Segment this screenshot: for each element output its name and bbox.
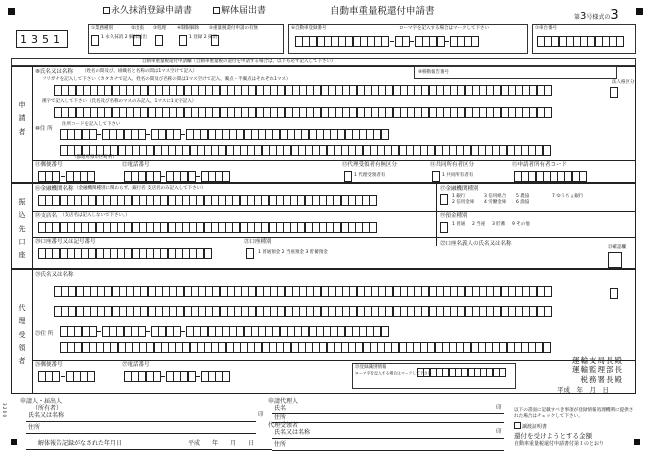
input-cell[interactable]: [87, 171, 95, 182]
input-cell[interactable]: [499, 368, 506, 377]
bank-type-opt: 1 銀行: [452, 194, 466, 199]
co-owner-label: ⑭共同所有者区分: [430, 162, 475, 168]
receiver-label: 代理受領者: [268, 422, 299, 429]
electronic-notice: 以下の書面に記載すべき事項が登録情報処理機関に提供された場合はチェックして下さい。: [514, 408, 634, 419]
applicant-sign-label: 申請人・届出人: [20, 398, 63, 405]
deposit-opt: 3 貯蓄: [492, 222, 506, 227]
restriction-input[interactable]: [179, 35, 187, 46]
agent-kanji-cells[interactable]: [54, 306, 551, 317]
banner-text: 自動車重量税還付申請欄（自動車重量税の還付を申請する場合は、以下も必ず記入して下さい）: [142, 59, 336, 64]
side-char: 者: [18, 357, 26, 366]
form-no-prefix: 第: [574, 14, 581, 21]
deposit-opt: 1 普通: [452, 222, 466, 227]
input-cell[interactable]: [369, 222, 377, 233]
agent-address-label: ㉕住 所: [35, 331, 54, 337]
hyphen-separator: [96, 129, 102, 140]
side-char: 代: [18, 304, 26, 312]
dismantling-date-label: 解体報告記録がなされた年月日: [38, 440, 123, 447]
bank-section: [11, 183, 636, 269]
corner-mark-br: [634, 439, 640, 445]
applicant-phone-label: ⑫電話番号: [122, 162, 150, 168]
hyphen-separator: [160, 371, 166, 382]
tax-refund-input[interactable]: [211, 35, 219, 46]
bank-type-opt: 6 漁協: [516, 200, 530, 205]
section-kinds: [88, 24, 284, 54]
input-cell[interactable]: [544, 107, 552, 118]
hyphen-separator: [389, 36, 395, 47]
corner-mark-bl: [11, 439, 17, 445]
agent-name-label: ㉔氏名又は名称: [35, 272, 74, 278]
form-title: 自動車重量税還付申請書: [330, 6, 435, 17]
side-char: 先: [18, 224, 26, 233]
hyphen-separator: [409, 36, 415, 47]
corner-mark-tl: [8, 8, 15, 15]
header-top: [0, 0, 650, 23]
refund-amount-note: 自動車重量税還付申請書付第１のとおり: [514, 441, 605, 447]
divider: [26, 449, 272, 450]
option-dismantling[interactable]: [213, 7, 266, 16]
applicant-name-hint: （姓名の間及び、組織名と名称の間は1マス空けて記入）: [82, 69, 198, 74]
business-type-label: ①業務種別: [91, 26, 114, 31]
input-cell[interactable]: [222, 171, 230, 182]
branch-label: ⑱支店名: [35, 213, 58, 219]
branch-cells[interactable]: [38, 222, 377, 233]
person-type-input[interactable]: [610, 87, 618, 98]
account-no-cells[interactable]: [38, 248, 211, 259]
chassis-no-label: ⑦車台番号: [535, 26, 558, 31]
account-type-label: ㉑口座種別: [244, 239, 272, 245]
addressee-block: [572, 356, 623, 384]
bank-name-cells[interactable]: [38, 195, 377, 206]
registration-hint: ローマ字を記入する場合はマークして下さい: [399, 26, 489, 31]
input-cell[interactable]: [544, 306, 552, 317]
process-label: ③処理: [153, 26, 167, 31]
checkbox-icon: [514, 422, 521, 429]
addressee-line: 運輸支局長殿: [572, 356, 623, 365]
refund-amount-label: 還付を受けようとする金額: [514, 432, 592, 440]
person-type-label: 法人格区分: [612, 80, 635, 85]
hyphen-separator: [444, 36, 450, 47]
hyphen-separator: [195, 371, 201, 382]
agent-address-text-cells[interactable]: [60, 342, 550, 353]
input-cell[interactable]: [381, 326, 389, 337]
form-no-mid: 号様式の: [586, 14, 611, 21]
side-char: 申: [18, 101, 26, 109]
applicant-sign-address: 住所: [28, 424, 41, 431]
side-char: 受: [18, 330, 26, 339]
form-code: 1351: [20, 33, 64, 46]
side-char: 口: [18, 237, 26, 246]
registration-no-cells[interactable]: [295, 36, 479, 47]
dismantling-date-value: 平成 年 月 日: [188, 440, 255, 447]
agent-side-label: [18, 302, 26, 368]
hyphen-separator: [180, 326, 186, 337]
co-owner-input[interactable]: [432, 171, 440, 182]
receiver-address: 住所: [274, 441, 287, 448]
input-cell[interactable]: [579, 171, 587, 182]
applicant-address-label: ⑩住 所: [35, 126, 53, 132]
hyphen-separator: [60, 171, 66, 182]
option-label: 解体届出書: [221, 6, 267, 16]
input-cell[interactable]: [204, 248, 212, 259]
divider: [26, 433, 256, 434]
input-cell[interactable]: [616, 36, 624, 47]
deposit-opt: 2 当座: [472, 222, 486, 227]
account-type-input[interactable]: [246, 248, 254, 259]
hyphen-separator: [195, 171, 201, 182]
form-number: [574, 9, 619, 22]
account-no-label: ⑳口座番号又は記号番号: [35, 239, 96, 245]
confirm-label: ㉓確認欄: [608, 245, 626, 250]
side-code: 3 2 0 0: [2, 403, 7, 417]
side-char: 請: [18, 114, 26, 123]
divider: [26, 421, 256, 422]
side-char: 理: [18, 317, 26, 326]
account-holder-label: ㉒口座名義人の氏名又は名称: [440, 241, 512, 247]
field-trip-label: ②出張: [131, 26, 145, 31]
agent-section: [11, 269, 636, 394]
applicant-address-code-cells[interactable]: [60, 129, 388, 140]
applicant-sign-name: 氏名又は名称: [28, 412, 65, 419]
agent-presence-label: ⑬代理受領者有無区分: [342, 162, 398, 168]
side-char: 込: [18, 211, 26, 220]
account-type-opts: 1 普通預金 2 当座預金 3 貯蓄預金: [258, 250, 328, 255]
movement-report-box: [414, 66, 617, 79]
side-char: 領: [18, 343, 26, 352]
input-cell[interactable]: [369, 195, 377, 206]
applicant-owner-label: （所有者）: [32, 405, 63, 412]
deposit-opt: 9 その他: [512, 222, 530, 227]
bank-type-opt: 5 農協: [516, 194, 530, 199]
seal-mark: 印: [496, 429, 502, 435]
checkbox-icon: [213, 7, 220, 14]
agent-presence-input[interactable]: [344, 171, 352, 182]
input-cell[interactable]: [544, 85, 552, 96]
option-permanent-deregistration[interactable]: [103, 7, 192, 16]
agent-postal-cells[interactable]: [38, 371, 94, 382]
hyphen-separator: [160, 171, 166, 182]
applicant-phone-cells[interactable]: [124, 171, 230, 182]
footer: [0, 395, 650, 459]
side-char: 振: [18, 198, 26, 206]
applicant-addr-hint: 住所コードを記入して下さい: [62, 122, 121, 127]
registration-no-label: ⑥自動車登録番号: [291, 26, 327, 31]
agent-sign-address: 住所: [274, 414, 287, 421]
divider: [272, 450, 504, 451]
divider: [272, 422, 504, 423]
business-type-input[interactable]: [91, 35, 99, 46]
co-owner-opt: 1 共同所有者有: [442, 173, 474, 178]
divider: [272, 438, 504, 439]
movement-report-label: ⑨移動報告番号: [418, 70, 450, 75]
transfer-cert-check[interactable]: [514, 422, 547, 430]
applicant-kana-cells[interactable]: [54, 85, 551, 96]
hyphen-separator: [180, 129, 186, 140]
bank-type-input[interactable]: [440, 194, 448, 205]
applicant-kanji-hint: 漢字で記入して下さい（氏名及び名称のマスのみ記入、1マスに1文字記入）: [42, 99, 197, 104]
seal-mark: 印: [496, 405, 502, 411]
reg-info-box: [352, 363, 516, 389]
divider: [32, 211, 636, 212]
checkbox-icon: [103, 7, 110, 14]
applicant-address-text-cells[interactable]: [60, 145, 550, 156]
field-trip-input[interactable]: [133, 35, 141, 46]
agent-sign-label: 申請代理人: [268, 398, 299, 405]
divider: [32, 160, 636, 161]
agent-sign-name: 氏名: [274, 405, 287, 412]
hyphen-separator: [145, 326, 151, 337]
deposit-type-input[interactable]: [440, 222, 448, 233]
addressee-line: 運輸監理部長: [572, 365, 623, 375]
hyphen-separator: [96, 326, 102, 337]
restriction-label: ④制限解除: [177, 26, 200, 31]
reg-info-label: ㉘登録識別情報: [355, 365, 387, 370]
form-sheet: 3: [610, 8, 619, 23]
divider: [32, 184, 33, 269]
owner-code-label: ⑮申請者所有者コード: [512, 162, 568, 168]
applicant-postal-label: ⑪郵便番号: [35, 162, 63, 168]
agent-address-code-cells[interactable]: [60, 326, 388, 337]
confirm-box[interactable]: [608, 252, 622, 268]
hyphen-separator: [145, 129, 151, 140]
applicant-kana-hint: フリガナを記入して下さい（カタカナで記入、姓名の間及び名称の間は1マス空けて記入、濁点・半濁点はそれぞれ1マス）: [42, 77, 291, 82]
process-input[interactable]: [155, 35, 163, 46]
submission-date: 平成 年 月 日: [557, 386, 609, 394]
receiver-name: 氏名又は名称: [274, 429, 311, 436]
owner-code-cells[interactable]: [514, 171, 586, 182]
reg-info-cells[interactable]: [417, 368, 505, 377]
section-registration-no: [288, 24, 528, 54]
input-cell[interactable]: [543, 342, 551, 353]
applicant-postal-cells[interactable]: [38, 171, 94, 182]
side-char: 座: [18, 251, 26, 260]
bank-type-opt: 2 信用金庫: [452, 200, 475, 205]
bank-name-label: ⑯金融機関名称: [35, 186, 74, 192]
form-no: 3: [580, 11, 587, 22]
chassis-no-cells[interactable]: [537, 36, 623, 47]
input-cell[interactable]: [381, 129, 389, 140]
agent-person-type-input[interactable]: [610, 288, 618, 299]
divider: [32, 270, 33, 394]
divider: [32, 360, 636, 361]
input-cell[interactable]: [471, 36, 479, 47]
input-cell[interactable]: [543, 145, 551, 156]
applicant-kanji-cells[interactable]: [54, 107, 551, 118]
applicant-name-label: ⑧氏名又は名称: [35, 69, 73, 75]
bank-side-label: [18, 196, 26, 262]
agent-phone-label: ㉗電話番号: [122, 362, 150, 368]
side-char: 者: [18, 127, 26, 136]
applicant-addr-sub: （都道府県市区町村）: [72, 155, 117, 160]
hyphen-separator: [60, 371, 66, 382]
divider: [32, 67, 33, 183]
agent-postal-label: ㉖郵便番号: [35, 362, 63, 368]
seal-mark: 印: [258, 412, 264, 418]
input-cell[interactable]: [222, 371, 230, 382]
addressee-line: 税務署長殿: [580, 374, 623, 384]
input-cell[interactable]: [87, 371, 95, 382]
reg-info-hint: ローマ字を記入する場合はマークして下さい: [355, 372, 432, 377]
bank-type-opt: 4 労働金庫: [484, 200, 507, 205]
business-type-opts: 1 永久抹消 2 解体届出: [101, 35, 148, 40]
transfer-cert-label: 譲渡証明書: [522, 424, 548, 430]
applicant-side-label: [18, 99, 26, 139]
bank-type-opt: 3 信用組合: [484, 194, 507, 199]
code-box: [16, 30, 68, 48]
agent-presence-opt: 1 代理受領者有: [354, 173, 386, 178]
agent-kana-cells[interactable]: [54, 286, 551, 297]
bank-type-opt: 7 ゆうちょ銀行: [552, 194, 584, 199]
bank-name-hint: （金融機関種別に関わらず、銀行名 支店名のみ記入して下さい）: [74, 186, 206, 191]
applicant-section: [11, 66, 636, 183]
banner: [11, 58, 636, 66]
branch-hint: （支店名は記入しないで下さい。）: [60, 213, 130, 218]
option-label: 永久抹消登録申請書: [111, 6, 193, 16]
bank-type-label: ⑰金融機関種別: [440, 186, 479, 192]
input-cell[interactable]: [544, 286, 552, 297]
agent-phone-cells[interactable]: [124, 371, 230, 382]
section-chassis-no: [532, 24, 636, 54]
restriction-opts: 1 登録 2 抹消: [189, 35, 218, 40]
tax-refund-label: ⑤重量税還付申請の有無: [209, 26, 259, 31]
deposit-type-label: ⑲預金種別: [440, 213, 468, 219]
divider: [272, 413, 504, 414]
corner-mark-tr: [636, 8, 643, 15]
divider: [32, 237, 636, 238]
